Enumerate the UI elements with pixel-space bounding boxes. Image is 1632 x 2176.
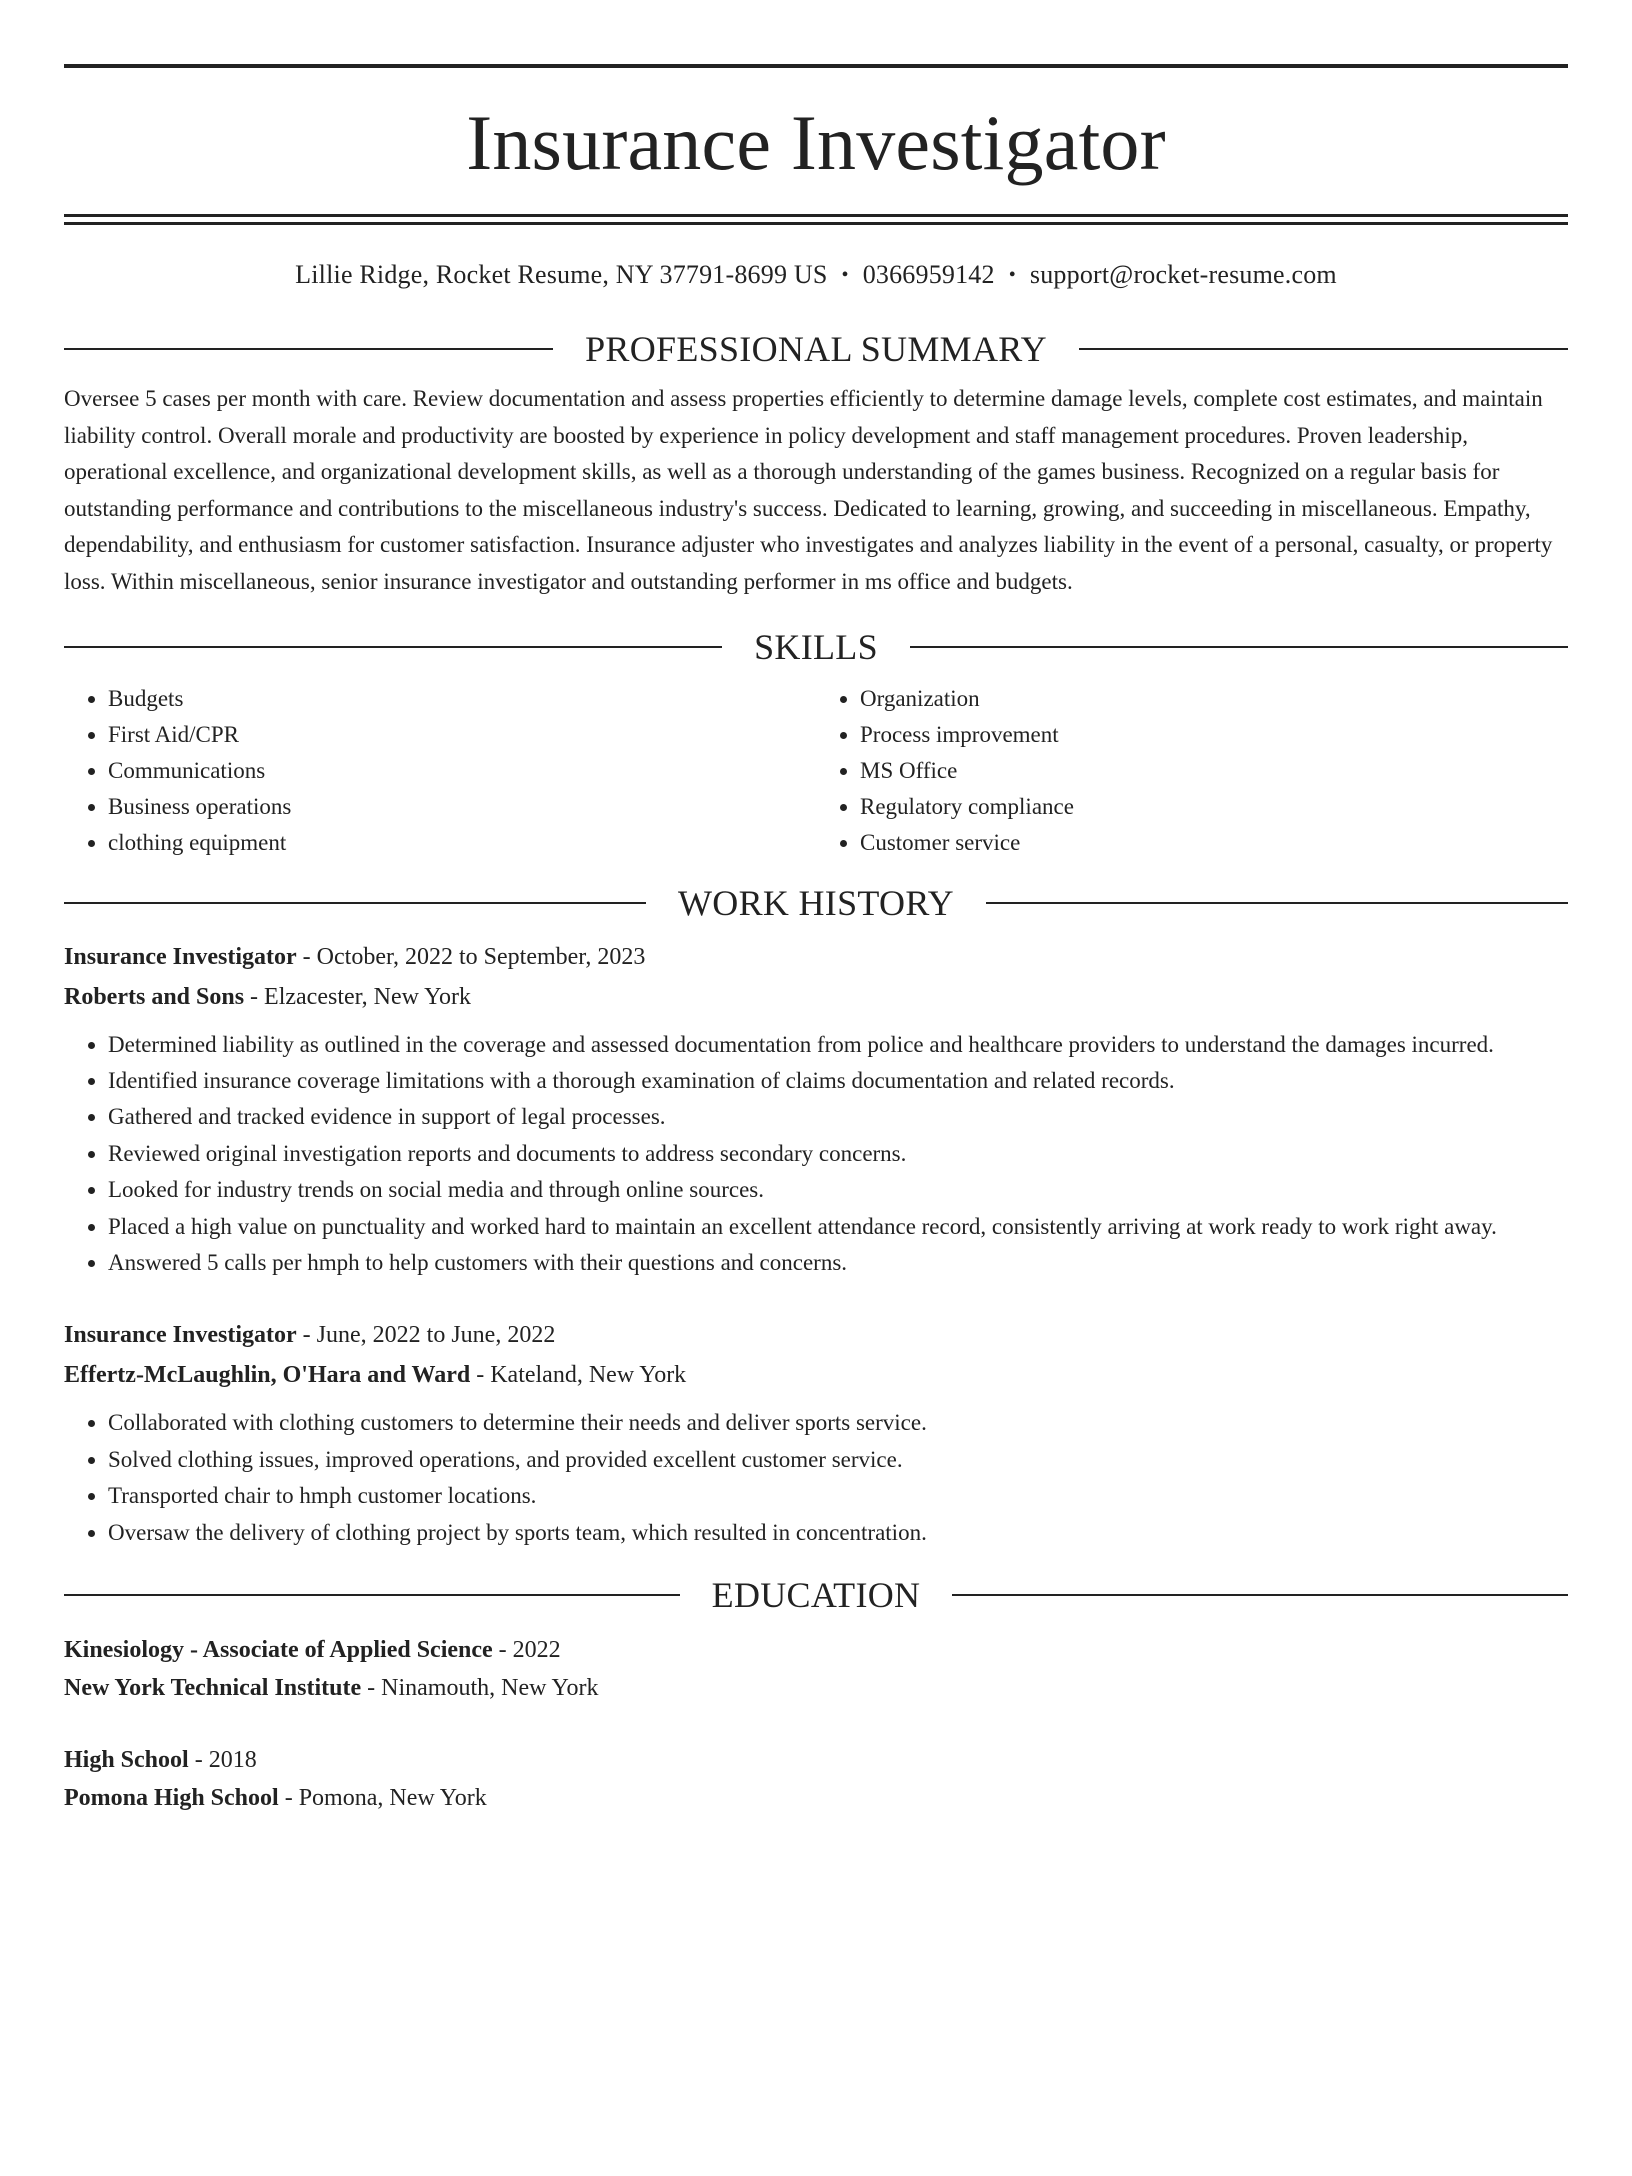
job-dates: - October, 2022 to September, 2023 bbox=[296, 943, 646, 970]
header-top-rule bbox=[64, 64, 1568, 68]
education-degree: High School bbox=[64, 1747, 189, 1774]
skill-item: • Customer service bbox=[860, 825, 1568, 861]
summary-text: Oversee 5 cases per month with care. Review documentation and assess properties efficiently to determine damage levels, complete cost estimates, and maintain liability control. Overall morale and productivity are boosted by experience in policy development and staff management procedures. Proven leadership, operational excellence, and organizational development skills, as well as a thorough understanding of the games business. Recognized on a regular basis for outstanding performance and contributions to the miscellaneous industry's success. Dedicated to learning, growing, and succeeding in miscellaneous. Empathy, dependability, and enthusiasm for customer satisfaction. Insurance adjuster who investigates and analyzes liability in the event of a personal, casualty, or property loss. Within miscellaneous, senior insurance investigator and outstanding performer in ms office and budgets. bbox=[64, 386, 1553, 594]
job-bullets bbox=[64, 1027, 1568, 1282]
section-divider bbox=[64, 348, 553, 350]
education-school-line bbox=[64, 1779, 1568, 1817]
job-entry bbox=[64, 1315, 1568, 1551]
skills-section-header bbox=[64, 627, 1568, 667]
contact-separator: • bbox=[841, 264, 849, 286]
contact-address: Lillie Ridge, Rocket Resume, NY 37791-8699 US bbox=[295, 260, 828, 289]
section-divider bbox=[1079, 348, 1568, 350]
contact-separator: • bbox=[1008, 264, 1016, 286]
education-degree: Kinesiology - Associate of Applied Science bbox=[64, 1637, 493, 1664]
job-role-line bbox=[64, 1315, 1568, 1355]
job-bullet: • Gathered and tracked evidence in support of legal processes. bbox=[108, 1099, 1568, 1135]
job-company: Roberts and Sons bbox=[64, 983, 245, 1010]
job-company-line bbox=[64, 977, 1568, 1017]
summary-section-header bbox=[64, 329, 1568, 369]
job-location: - Kateland, New York bbox=[470, 1362, 687, 1389]
job-bullet: • Placed a high value on punctuality and worked hard to maintain an excellent attendance record, consistently arriving at work ready to work right away. bbox=[108, 1209, 1568, 1245]
header-double-rule bbox=[64, 214, 1568, 225]
skill-item: • MS Office bbox=[860, 753, 1568, 789]
section-divider bbox=[986, 902, 1568, 904]
education-school: Pomona High School bbox=[64, 1785, 279, 1812]
education-entry bbox=[64, 1631, 1568, 1707]
education-section-header bbox=[64, 1575, 1568, 1615]
work-section-title: WORK HISTORY bbox=[678, 882, 954, 923]
work-section-header bbox=[64, 883, 1568, 923]
section-divider bbox=[64, 646, 722, 648]
skills-section-title: SKILLS bbox=[754, 626, 878, 667]
job-bullet: • Collaborated with clothing customers to determine their needs and deliver sports service. bbox=[108, 1405, 1568, 1441]
education-school-line bbox=[64, 1669, 1568, 1707]
skill-item: • First Aid/CPR bbox=[108, 717, 816, 753]
skill-item: • Organization bbox=[860, 681, 1568, 717]
education-year: - 2022 bbox=[492, 1637, 561, 1664]
job-entry bbox=[64, 937, 1568, 1282]
education-degree-line bbox=[64, 1631, 1568, 1669]
job-bullet: • Transported chair to hmph customer locations. bbox=[108, 1478, 1568, 1514]
job-bullet: • Oversaw the delivery of clothing project by sports team, which resulted in concentration. bbox=[108, 1515, 1568, 1551]
skills-column-right bbox=[816, 681, 1568, 861]
skill-item: • Communications bbox=[108, 753, 816, 789]
education-degree-line bbox=[64, 1741, 1568, 1779]
education-school: New York Technical Institute bbox=[64, 1675, 362, 1702]
skill-item: • clothing equipment bbox=[108, 825, 816, 861]
contact-phone: 0366959142 bbox=[862, 260, 995, 289]
job-dates: - June, 2022 to June, 2022 bbox=[296, 1322, 556, 1349]
job-bullet: • Identified insurance coverage limitations with a thorough examination of claims documentation and related records. bbox=[108, 1063, 1568, 1099]
contact-line bbox=[64, 259, 1568, 291]
section-divider bbox=[64, 1594, 680, 1596]
skills-column-left bbox=[64, 681, 816, 861]
skill-item: • Budgets bbox=[108, 681, 816, 717]
education-year: - 2018 bbox=[188, 1747, 257, 1774]
skill-item: • Process improvement bbox=[860, 717, 1568, 753]
job-company-line bbox=[64, 1355, 1568, 1395]
resume-page bbox=[0, 64, 1632, 2176]
education-location: - Pomona, New York bbox=[278, 1785, 487, 1812]
skill-item: • Business operations bbox=[108, 789, 816, 825]
job-bullet: • Looked for industry trends on social media and through online sources. bbox=[108, 1172, 1568, 1208]
job-bullet: • Reviewed original investigation reports and documents to address secondary concerns. bbox=[108, 1136, 1568, 1172]
section-divider bbox=[64, 902, 646, 904]
job-company: Effertz-McLaughlin, O'Hara and Ward bbox=[64, 1362, 471, 1389]
contact-email: support@rocket-resume.com bbox=[1029, 260, 1337, 289]
job-role-line bbox=[64, 937, 1568, 977]
job-role: Insurance Investigator bbox=[64, 1322, 297, 1349]
job-bullets bbox=[64, 1405, 1568, 1551]
skill-item: • Regulatory compliance bbox=[860, 789, 1568, 825]
job-role: Insurance Investigator bbox=[64, 943, 297, 970]
summary-section-title: PROFESSIONAL SUMMARY bbox=[585, 329, 1047, 369]
resume-title: Insurance Investigator bbox=[466, 99, 1166, 186]
education-section-title: EDUCATION bbox=[711, 1575, 921, 1616]
education-entry bbox=[64, 1741, 1568, 1817]
job-bullet: • Solved clothing issues, improved operations, and provided excellent customer service. bbox=[108, 1442, 1568, 1478]
job-bullet: • Answered 5 calls per hmph to help customers with their questions and concerns. bbox=[108, 1245, 1568, 1281]
skills-list bbox=[64, 681, 1568, 861]
education-location: - Ninamouth, New York bbox=[361, 1675, 599, 1702]
section-divider bbox=[952, 1594, 1568, 1596]
section-divider bbox=[910, 646, 1568, 648]
job-location: - Elzacester, New York bbox=[244, 983, 472, 1010]
job-bullet: • Determined liability as outlined in the coverage and assessed documentation from police and healthcare providers to understand the damages incurred. bbox=[108, 1027, 1568, 1063]
